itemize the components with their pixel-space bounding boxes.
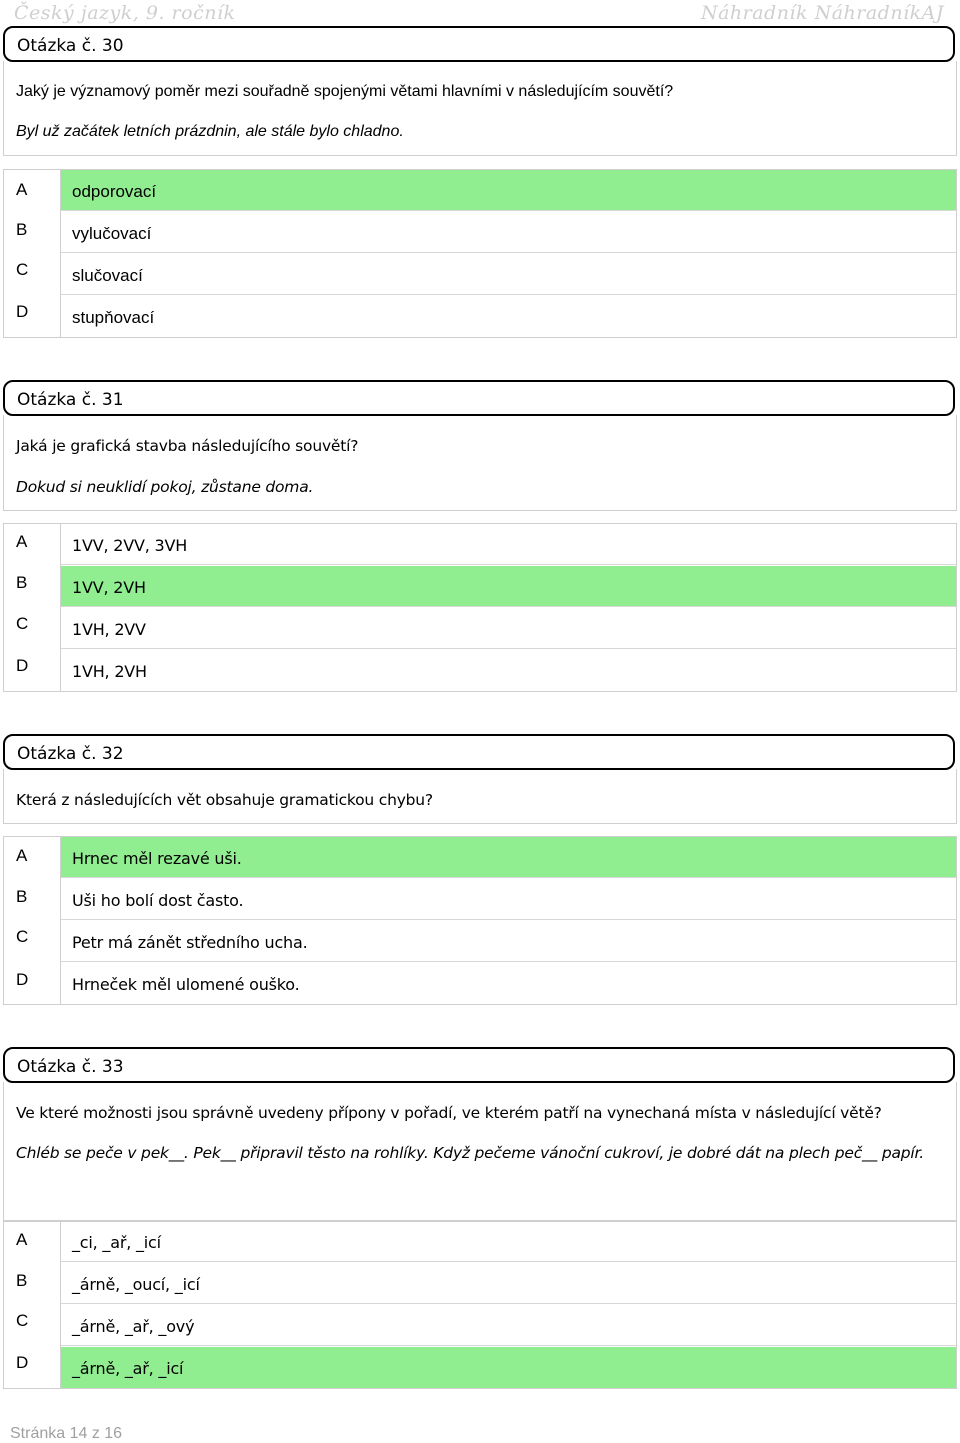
question-30-options [3, 169, 957, 338]
option-b[interactable] [61, 566, 956, 607]
option-b[interactable] [61, 879, 956, 920]
option-d[interactable] [61, 1347, 956, 1388]
option-letter: A [16, 1230, 28, 1249]
question-30-body [3, 61, 957, 156]
option-label: 1VH, 2VH [72, 662, 147, 681]
option-d[interactable] [61, 650, 956, 691]
option-label: odporovací [72, 182, 157, 201]
option-label: Hrnec měl rezavé uši. [72, 849, 242, 868]
option-label: stupňovací [72, 308, 155, 327]
option-a[interactable] [61, 170, 956, 211]
option-a[interactable] [61, 837, 956, 878]
option-label: vylučovací [72, 224, 152, 243]
question-33-options [3, 1220, 957, 1389]
option-letter: C [16, 927, 29, 946]
option-label: Petr má zánět středního ucha. [72, 933, 308, 952]
question-31-body [3, 415, 957, 511]
option-a[interactable] [61, 524, 956, 565]
question-33-header [3, 1047, 955, 1083]
option-letter: B [16, 887, 28, 906]
option-label: _árně, _ař, _icí [72, 1359, 184, 1378]
option-letters [4, 1221, 61, 1388]
option-label: 1VV, 2VV, 3VH [72, 536, 188, 555]
question-31-sentence: Dokud si neuklidí pokoj, zůstane doma. [16, 478, 314, 496]
option-label: _árně, _oucí, _icí [72, 1275, 200, 1294]
option-letters [4, 170, 61, 337]
page-footer: Stránka 14 z 16 [10, 1425, 123, 1442]
option-letter: B [16, 1271, 28, 1290]
question-33-body [3, 1082, 957, 1222]
question-30-title: Otázka č. 30 [17, 36, 124, 56]
option-label: _ci, _ař, _icí [72, 1233, 161, 1252]
option-letter: B [16, 573, 28, 592]
option-label: 1VV, 2VH [72, 578, 146, 597]
option-label: 1VH, 2VV [72, 620, 146, 639]
option-letter: A [16, 846, 28, 865]
option-c[interactable] [61, 608, 956, 649]
option-letter: A [16, 180, 28, 199]
question-33-sentence: Chléb se peče v pek__. Pek__ připravil těsto na rohlíky. Když pečeme vánoční cukroví, je dobré dát na plech peč__ papír. [16, 1144, 924, 1162]
question-30-text: Jaký je významový poměr mezi souřadně spojenými větami hlavními v následujícím souvětí? [16, 83, 674, 100]
option-c[interactable] [61, 254, 956, 295]
option-letter: D [16, 970, 29, 989]
option-c[interactable] [61, 1305, 956, 1346]
question-31-header [3, 380, 955, 416]
option-b[interactable] [61, 212, 956, 253]
option-letter: D [16, 1353, 29, 1372]
option-label: Hrneček měl ulomené ouško. [72, 975, 300, 994]
question-31-text: Jaká je grafická stavba následujícího souvětí? [16, 437, 359, 455]
question-31-title: Otázka č. 31 [17, 390, 124, 410]
option-label: slučovací [72, 266, 143, 285]
header-subject: Český jazyk, 9. ročník [14, 2, 236, 24]
option-d[interactable] [61, 296, 956, 337]
option-letter: B [16, 220, 28, 239]
question-32-title: Otázka č. 32 [17, 744, 124, 764]
option-label: Uši ho bolí dost často. [72, 891, 244, 910]
question-32-options [3, 836, 957, 1005]
option-letter: D [16, 656, 29, 675]
page-header [0, 0, 960, 26]
option-label: _árně, _ař, _ový [72, 1317, 195, 1336]
option-b[interactable] [61, 1263, 956, 1304]
option-letters [4, 524, 61, 691]
option-letter: A [16, 532, 28, 551]
option-letters [4, 837, 61, 1004]
question-30-header [3, 26, 955, 62]
header-student: Náhradník NáhradníkAJ [700, 2, 944, 24]
option-letter: C [16, 260, 29, 279]
option-a[interactable] [61, 1221, 956, 1262]
question-33-text: Ve které možnosti jsou správně uvedeny přípony v pořadí, ve kterém patří na vynechaná místa v následující větě? [16, 1104, 882, 1122]
option-c[interactable] [61, 921, 956, 962]
question-33-title: Otázka č. 33 [17, 1057, 124, 1077]
option-d[interactable] [61, 963, 956, 1004]
option-letter: C [16, 1311, 29, 1330]
option-letter: C [16, 614, 29, 633]
question-31-options [3, 523, 957, 692]
question-32-body [3, 769, 957, 824]
question-32-text: Která z následujících vět obsahuje gramatickou chybu? [16, 791, 433, 809]
question-32-header [3, 734, 955, 770]
question-30-sentence: Byl už začátek letních prázdnin, ale stále bylo chladno. [16, 123, 404, 140]
option-letter: D [16, 302, 29, 321]
